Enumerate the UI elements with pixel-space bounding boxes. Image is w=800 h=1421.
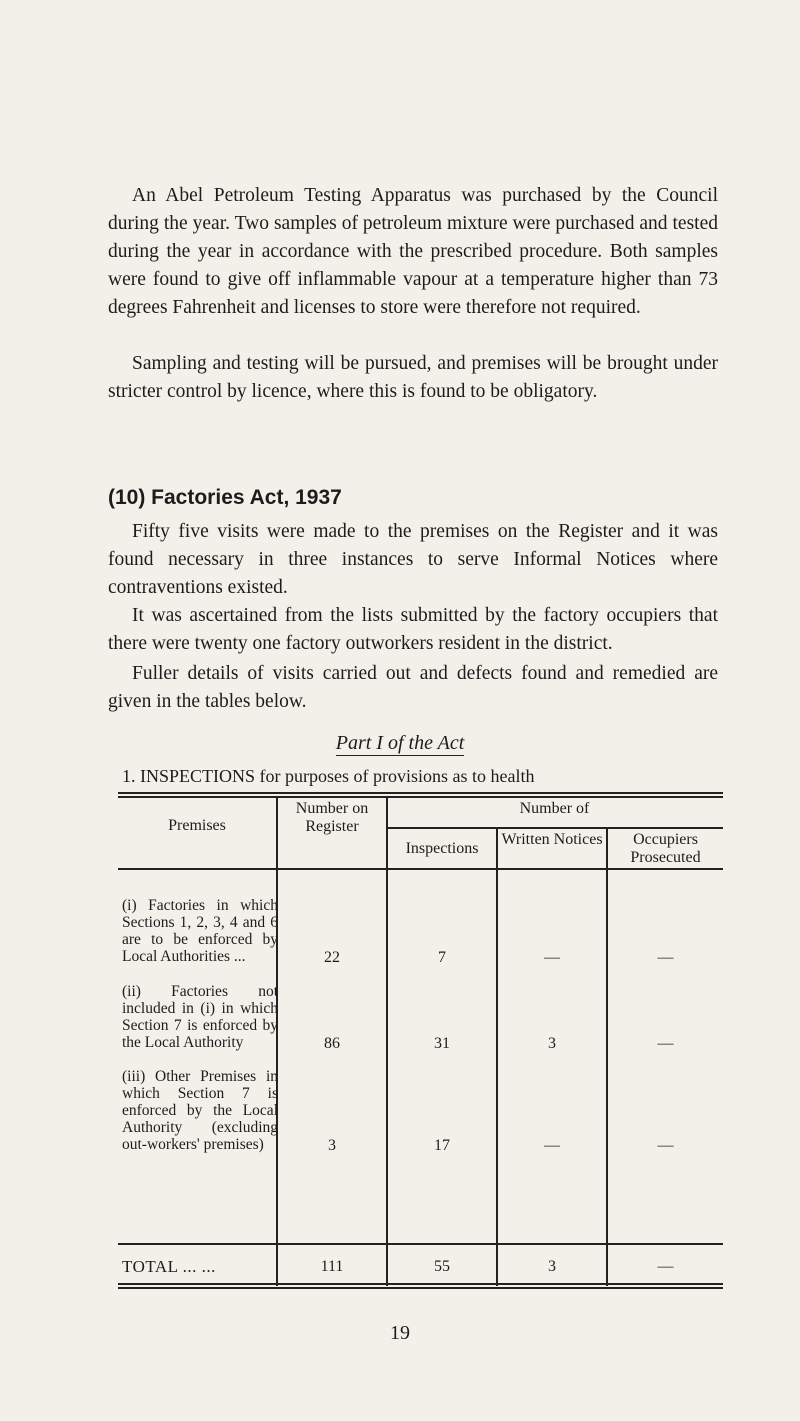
table-top-rule-1 <box>118 792 723 794</box>
row-1-register: 22 <box>324 949 340 966</box>
paragraph-details: Fuller details of visits carried out and defects found and remedied are given in the tables below. <box>108 663 718 712</box>
total-label: TOTAL ... ... <box>122 1257 216 1276</box>
total-top-rule <box>118 1243 723 1245</box>
table-top-rule-2 <box>118 796 723 798</box>
col-divider-4 <box>606 828 608 1286</box>
row-1-premises: (i) Factories in which Sections 1, 2, 3, 4 and 6 are to be enforced by Local Authorities ... <box>122 897 278 965</box>
row-3-inspections: 17 <box>434 1137 450 1154</box>
row-2-prosecuted: — <box>657 1035 674 1052</box>
total-prosecuted: — <box>657 1258 674 1275</box>
total-inspections: 55 <box>434 1258 450 1275</box>
total-register: 111 <box>320 1258 344 1275</box>
part-title: Part I of the Act <box>335 732 465 754</box>
row-3-register: 3 <box>328 1137 336 1154</box>
table-title: 1. INSPECTIONS for purposes of provisions as to health <box>122 766 535 786</box>
row-1-inspections: 7 <box>438 949 446 966</box>
row-2-register: 86 <box>324 1035 340 1052</box>
row-2-notices: 3 <box>548 1035 556 1052</box>
col-divider-3 <box>496 828 498 1286</box>
section-heading: (10) Factories Act, 1937 <box>108 486 342 509</box>
paragraph-sampling: Sampling and testing will be pursued, and premises will be brought under stricter control by licence, where this is found to be obligatory. <box>108 353 718 402</box>
table-bottom-rule-2 <box>118 1287 723 1289</box>
header-number-on-register: Number on Register <box>295 800 369 835</box>
header-occupiers-prosecuted: Occupiers Prosecuted <box>630 831 701 866</box>
row-3-premises: (iii) Other Premises in which Section 7 is enforced by the Local Authority (excluding out-workers' premises) <box>122 1068 278 1153</box>
row-2-inspections: 31 <box>434 1035 450 1052</box>
paragraph-visits: Fifty five visits were made to the premises on the Register and it was found necessary in three instances to serve Informal Notices where contraventions existed. <box>108 521 718 598</box>
header-inspections: Inspections <box>405 840 479 857</box>
row-3-prosecuted: — <box>657 1137 674 1154</box>
row-3-notices: — <box>544 1137 560 1154</box>
header-number-of: Number of <box>519 800 590 817</box>
row-2-premises: (ii) Factories not included in (i) in which Section 7 is enforced by the Local Authority <box>122 983 278 1051</box>
table-bottom-rule-1 <box>118 1283 723 1285</box>
row-1-notices: — <box>544 949 560 966</box>
header-written-notices: Written Notices <box>501 831 603 848</box>
header-sub-rule <box>386 827 723 829</box>
total-notices: 3 <box>548 1258 556 1275</box>
paragraph-petroleum-testing: An Abel Petroleum Testing Apparatus was purchased by the Council during the year. Two samples of petroleum mixture were purchased and tested during the year in accordance with the prescribed procedure. Both samples were found to give off inflammable vapour at a temperature higher than 73 degrees Fahrenheit and licenses to store were therefore not required. <box>108 185 718 318</box>
paragraph-outworkers: It was ascertained from the lists submitted by the factory occupiers that there were twenty one factory outworkers resident in the district. <box>108 605 718 654</box>
header-premises: Premises <box>168 817 226 834</box>
page-number: 19 <box>390 1322 410 1344</box>
row-1-prosecuted: — <box>657 949 674 966</box>
header-bottom-rule <box>118 868 723 870</box>
